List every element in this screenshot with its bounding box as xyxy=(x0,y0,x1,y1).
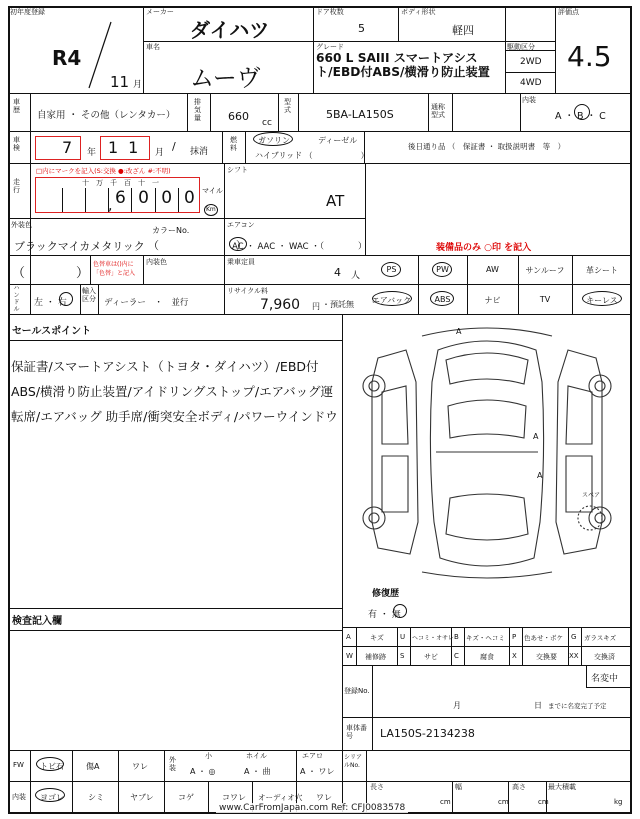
divider xyxy=(428,93,429,131)
divider xyxy=(313,6,314,93)
selected-circle xyxy=(432,262,452,277)
history-label: 車歴 xyxy=(13,98,20,114)
legend-code: X xyxy=(512,652,517,660)
divider xyxy=(8,93,632,94)
divider xyxy=(452,781,453,814)
divider xyxy=(518,255,519,314)
score-label: 評価点 xyxy=(558,8,579,16)
shift-label: シフト xyxy=(227,166,248,174)
equip-leather: 革シート xyxy=(586,266,618,275)
cc-unit: cc xyxy=(262,118,272,128)
doors-label: ドア枚数 xyxy=(316,8,344,16)
divider xyxy=(505,72,555,73)
sales-point-text: 保証書/スマートアシスト（トヨタ・ダイハツ）/EBD付ABS/横滑り防止装置/アイドリングストップ/エアバッグ運転席/エアバッグ 助手席/衝突安全ボディ/パワーウインドウ xyxy=(11,359,338,424)
divider xyxy=(555,6,556,93)
steering-label: ハンドル xyxy=(13,285,20,313)
legend-text: ガラスキズ xyxy=(584,634,617,642)
registration-label: 登録No. xyxy=(344,687,370,695)
chassis-label: 車体番号 xyxy=(346,724,367,740)
fuel-gasoline: ガソリン xyxy=(258,136,290,145)
legend-code: XX xyxy=(569,652,579,660)
selected-circle xyxy=(393,604,407,618)
registration-month: 11 xyxy=(110,73,130,91)
small-label: 小 xyxy=(205,752,212,760)
legend-text: ヘコミ・オサレ xyxy=(412,635,454,642)
height-label: 高さ xyxy=(512,783,526,791)
equip-ps: PS xyxy=(386,265,397,274)
divider xyxy=(8,608,342,609)
divider xyxy=(398,6,399,41)
divider xyxy=(8,314,632,315)
registration-era: R4 xyxy=(52,46,82,70)
mileage-label: 走行 xyxy=(13,178,20,194)
wheel-label: ホイル xyxy=(246,752,267,760)
mileage-digits xyxy=(62,188,200,212)
aero-item: A ・ ワレ xyxy=(300,767,335,776)
legend-text: 補修跡 xyxy=(365,653,386,661)
legend-text: キズ xyxy=(370,634,384,642)
steering-value: 左 ・ 右 xyxy=(34,298,67,308)
spare-label: スペア xyxy=(582,492,601,499)
length-label: 長さ xyxy=(370,783,384,791)
divider xyxy=(508,781,509,814)
selected-circle xyxy=(253,132,293,146)
interior-color-label: 内装色 xyxy=(146,258,167,266)
width-label: 幅 xyxy=(455,783,462,791)
legend-code: C xyxy=(454,652,459,660)
legend-code: W xyxy=(346,652,353,660)
equip-abs: ABS xyxy=(434,295,451,304)
divider xyxy=(8,163,632,164)
cm-unit: cm xyxy=(440,798,451,806)
divider xyxy=(397,627,398,665)
equip-aw: AW xyxy=(486,265,499,274)
model-code: 5BA-LA150S xyxy=(326,108,394,121)
maker-value: ダイハツ xyxy=(190,18,270,42)
divider xyxy=(72,750,73,814)
inspection-year: 7 xyxy=(62,138,73,157)
divider xyxy=(581,627,582,665)
body-label: ボディ形状 xyxy=(401,8,436,16)
divider xyxy=(410,627,411,665)
divider xyxy=(118,750,119,814)
inspection-label: 車検 xyxy=(13,136,20,152)
aircon-label: エアコン xyxy=(227,221,255,229)
damage-mark: A xyxy=(533,432,539,441)
aircon-value: AC ・ AAC ・ WAC ・（ ） xyxy=(232,242,367,252)
divider xyxy=(210,93,211,131)
divider xyxy=(342,665,632,666)
divider xyxy=(143,255,144,284)
displacement-label: 排気量 xyxy=(194,98,201,122)
unit-km: Km xyxy=(206,206,216,213)
divider xyxy=(30,93,31,314)
divider xyxy=(208,781,209,814)
inspection-year-box xyxy=(35,136,81,160)
divider xyxy=(222,131,223,163)
recycle-deposit: ・預託無 xyxy=(322,300,354,309)
capacity-value: 4 xyxy=(334,266,341,279)
fw-label: FW xyxy=(13,761,24,769)
divider xyxy=(90,255,91,284)
recycle-value: 7,960 xyxy=(260,297,301,313)
selected-circle xyxy=(36,757,64,771)
divider xyxy=(509,627,510,665)
fuel-label: 燃料 xyxy=(230,136,237,152)
aero-label: エアロ xyxy=(302,752,323,760)
drive-label: 駆動区分 xyxy=(507,43,535,51)
mileage-digit xyxy=(62,188,86,212)
mileage-digit: 0 xyxy=(132,188,155,212)
divider xyxy=(187,93,188,131)
selected-circle xyxy=(35,788,65,802)
color-no-label: カラーNo. xyxy=(152,226,190,235)
equip-airbag: エアバック xyxy=(371,296,412,305)
divider xyxy=(164,750,165,814)
divider xyxy=(452,93,453,131)
exterior-label: 外装 xyxy=(169,756,176,772)
divider xyxy=(8,781,632,782)
color-value: ブラックマイカメタリック xyxy=(14,240,145,253)
registration-due: までに名変完了予定 xyxy=(548,702,607,710)
divider xyxy=(8,284,365,285)
mileage-note: □内にマークを記入(S:交換 ●:改ざん #:不明) xyxy=(36,167,171,175)
fw-item: トビ石 xyxy=(40,762,64,771)
equip-tv: TV xyxy=(539,295,551,304)
selected-circle xyxy=(582,291,622,306)
interior-label: 内装 xyxy=(522,96,536,104)
divider xyxy=(342,717,632,718)
history-value: 自家用 ・ その他（レンタカー） xyxy=(37,110,176,121)
legend-text: サビ xyxy=(424,653,438,661)
slash: / xyxy=(172,140,176,153)
color-label: 外装色 xyxy=(11,221,32,229)
fw-item: ワレ xyxy=(132,762,148,771)
divider xyxy=(464,627,465,665)
selected-circle xyxy=(229,237,247,251)
legend-code: B xyxy=(454,633,459,641)
color-change-note: 色替車は()内に「色替」と記入 xyxy=(93,261,136,277)
chassis-value: LA150S-2134238 xyxy=(380,727,475,740)
equip-sunroof: サンルーフ xyxy=(525,266,565,275)
month-unit: 月 xyxy=(133,80,143,90)
interior-item: ヨゴレ xyxy=(40,793,64,802)
interior-item: ヤブレ xyxy=(130,793,154,802)
fw-item: 傷A xyxy=(86,762,100,771)
divider xyxy=(586,687,632,688)
equip-navi: ナビ xyxy=(484,296,501,305)
divider xyxy=(522,627,523,665)
paren-open: （ xyxy=(12,266,26,281)
divider xyxy=(143,6,144,93)
divider xyxy=(8,131,632,132)
repair-label: 修復歴 xyxy=(372,589,400,599)
fuel-diesel: ディーゼル xyxy=(318,136,358,145)
divider xyxy=(98,284,99,314)
car-name-value: ムーヴ xyxy=(190,64,261,92)
interior-item: オーディオ穴 xyxy=(258,793,303,802)
first-registration-label: 初年度登録 xyxy=(10,8,45,16)
registration-day: 日 xyxy=(534,701,542,710)
passage-label: 通称型式 xyxy=(431,103,445,119)
meter-change-label: 名変中 xyxy=(591,674,619,684)
shift-value: AT xyxy=(326,192,345,210)
sales-point-title: セールスポイント xyxy=(12,326,92,337)
selected-circle xyxy=(381,262,401,277)
cm-unit: cm xyxy=(538,798,549,806)
legend-code: G xyxy=(571,633,577,641)
import-label: 輸入区分 xyxy=(82,287,96,303)
divider xyxy=(418,255,419,314)
divider xyxy=(298,93,299,131)
inspection-month: 11 xyxy=(108,138,149,157)
cm-unit: cm xyxy=(498,798,509,806)
mileage-digit: 0 xyxy=(156,188,179,212)
unit-mile: マイル xyxy=(202,187,223,195)
type-label: 型式 xyxy=(284,98,291,114)
divider xyxy=(342,627,632,628)
grade-value: 660 L SAIII スマートアシスト/EBD付ABS/横滑り防止装置 xyxy=(316,51,490,79)
interior-item: シミ xyxy=(88,793,104,802)
equipment-header: 装備品のみ ○印 を記入 xyxy=(436,243,532,253)
divider xyxy=(224,163,225,218)
drive-2wd: 2WD xyxy=(520,57,542,67)
divider xyxy=(8,750,342,751)
import-value: ディーラー ・ 並行 xyxy=(104,298,189,308)
damage-mark: A xyxy=(456,327,462,336)
interior-item: コゲ xyxy=(178,793,194,802)
divider xyxy=(365,284,632,285)
body-value: 軽四 xyxy=(452,24,474,37)
score-value: 4.5 xyxy=(567,40,612,73)
divider xyxy=(356,627,357,665)
mileage-digit: 0 xyxy=(183,188,195,208)
color-no-value: （ ） xyxy=(148,239,247,252)
selected-circle xyxy=(574,104,590,120)
legend-text: キズ・ヘコミ xyxy=(466,634,505,642)
paren-close: ） xyxy=(76,266,90,281)
divider xyxy=(342,314,343,750)
legend-code: P xyxy=(512,633,517,641)
legend-code: A xyxy=(346,633,351,641)
divider xyxy=(586,665,587,687)
selected-circle xyxy=(372,291,412,306)
year-unit: 年 xyxy=(87,148,97,158)
repair-value: 有 ・ 無 xyxy=(368,610,401,620)
kg-unit: kg xyxy=(614,798,623,806)
selected-circle xyxy=(59,292,73,306)
divider xyxy=(8,340,342,341)
equip-keyless: キーレス xyxy=(586,296,618,305)
exterior-item: A ・ ◎ xyxy=(190,767,216,776)
damage-mark: A xyxy=(537,471,543,480)
interior-item: ワレ xyxy=(316,793,332,802)
inspection-notes-title: 検査記入欄 xyxy=(12,616,62,627)
grade-label: グレード xyxy=(316,43,344,51)
month-unit: 月 xyxy=(155,148,165,158)
legend-code: U xyxy=(400,633,406,641)
registration-month: 月 xyxy=(453,701,461,710)
legend-text: 腐食 xyxy=(480,653,494,661)
mileage-units: 十 万 千 百 十 一 xyxy=(82,179,159,187)
divider xyxy=(8,630,342,631)
mileage-separator: , xyxy=(108,198,113,214)
divider xyxy=(520,93,521,131)
divider xyxy=(372,665,373,750)
wheel-item: A ・ 曲 xyxy=(244,767,271,776)
mileage-digit: 6 xyxy=(109,188,132,212)
remarks-label: 後日通り品 （ 保証書 ・ 取扱説明書 等 ） xyxy=(408,142,566,151)
interior-grades: A ・ B ・ C xyxy=(555,111,606,122)
max-load-label: 最大積載 xyxy=(548,783,576,791)
divider xyxy=(342,646,632,647)
expired-label: 抹消 xyxy=(190,147,209,157)
divider xyxy=(546,781,547,814)
divider xyxy=(245,131,246,163)
interior-item: コワレ xyxy=(222,793,246,802)
legend-text: 色あせ・ボケ xyxy=(524,634,563,642)
recycle-label: リサイクル料 xyxy=(227,287,269,295)
divider xyxy=(278,93,279,131)
divider xyxy=(8,255,632,256)
car-diagram xyxy=(356,322,618,584)
doors-value: 5 xyxy=(358,22,365,35)
serial-label: シリアルNo. xyxy=(344,754,363,769)
interior-row-label: 内装 xyxy=(12,793,26,801)
mileage-digit xyxy=(86,188,109,212)
selected-circle xyxy=(430,291,454,306)
divider xyxy=(224,255,225,314)
watermark: www.CarFromJapan.com Ref: CFJ0083578 xyxy=(216,803,408,813)
divider xyxy=(342,750,632,751)
divider xyxy=(80,284,81,314)
legend-code: S xyxy=(400,652,405,660)
recycle-unit: 円 xyxy=(312,302,320,311)
capacity-label: 乗車定員 xyxy=(227,258,255,266)
divider xyxy=(30,750,31,814)
fuel-hybrid: ハイブリッド （ ） xyxy=(255,151,369,160)
displacement-value: 660 xyxy=(228,110,249,123)
divider xyxy=(8,218,365,219)
legend-text: 交換済 xyxy=(594,653,615,661)
capacity-unit: 人 xyxy=(351,271,361,281)
drive-4wd: 4WD xyxy=(520,78,542,88)
maker-label: メーカー xyxy=(146,8,174,16)
equip-pw: PW xyxy=(436,265,449,274)
car-name-label: 車名 xyxy=(146,43,160,51)
legend-text: 交換要 xyxy=(536,653,557,661)
